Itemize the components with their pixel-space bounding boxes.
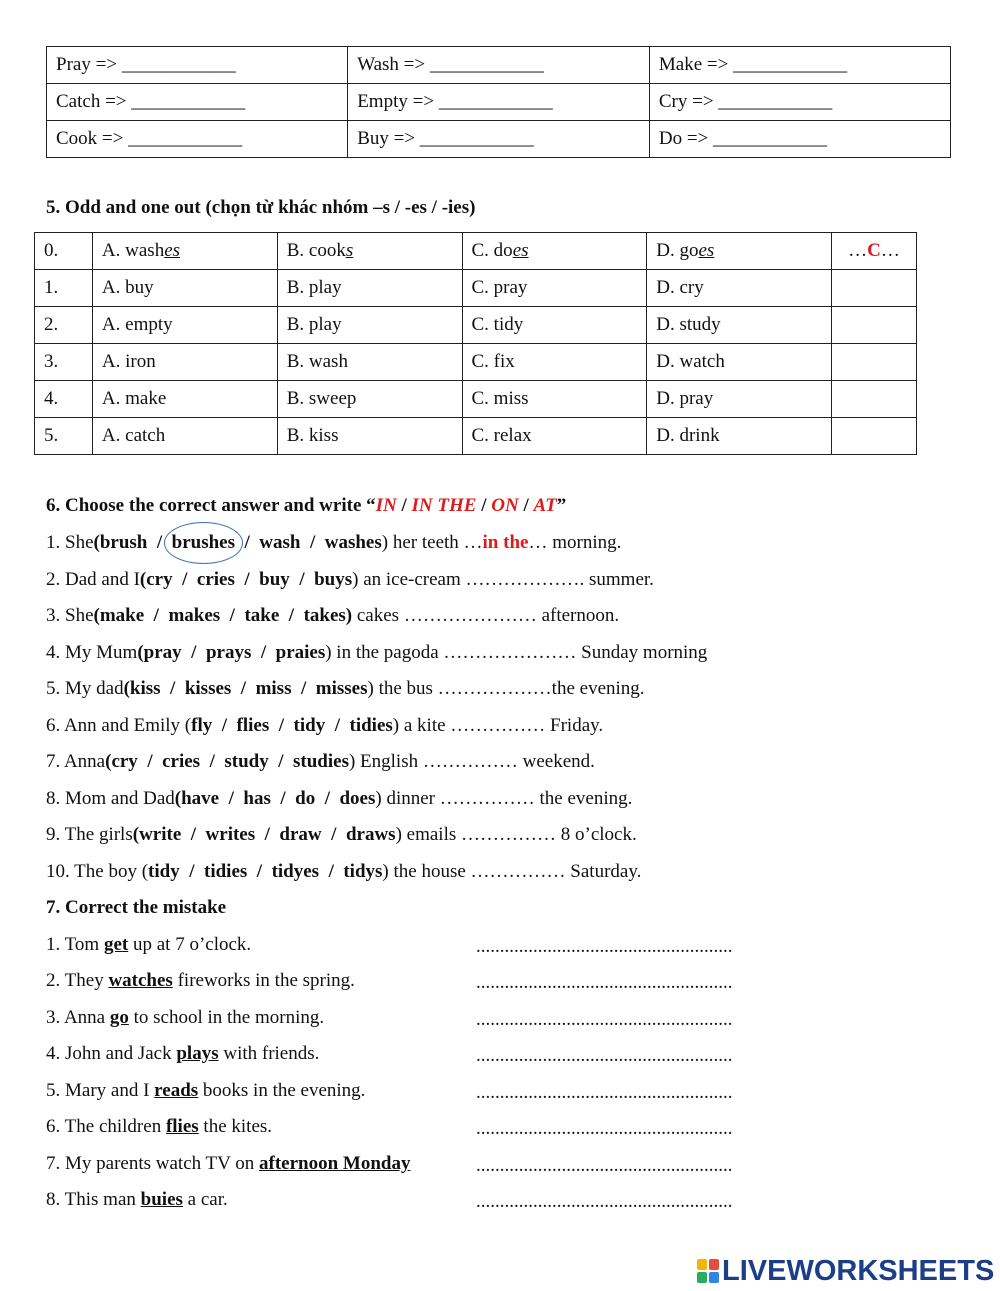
choice: cry (111, 751, 138, 772)
option-a: A. empty (92, 307, 277, 344)
choice-open-paren: ( (93, 605, 100, 626)
option-c: C. relax (462, 418, 647, 455)
sentence-start: 1. Tom (46, 934, 104, 955)
exercise-line (46, 820, 637, 850)
sentence-end: fireworks in the spring. (172, 970, 355, 991)
choice: tidyes (271, 861, 320, 882)
sentence-start: 4. John and Jack (46, 1043, 177, 1064)
row-number: 2. (35, 307, 93, 344)
verb-cell: Do => ____________ (649, 121, 950, 158)
choice-separator: / (147, 532, 172, 553)
choice-separator: / (144, 605, 169, 626)
subject: 8. Mom and Dad (46, 788, 175, 809)
mistake-word: go (109, 1007, 129, 1028)
choice: draws (345, 824, 396, 845)
choice: tidies (349, 715, 393, 736)
odd-one-out-example-row (35, 233, 917, 270)
option-b: B. play (277, 307, 462, 344)
verb-cell: Empty => ____________ (348, 84, 650, 121)
odd-one-out-row (35, 418, 917, 455)
mistake-word: get (103, 934, 129, 955)
answer-cell (832, 344, 917, 381)
option-b: B. wash (277, 344, 462, 381)
mistake-word: watches (108, 970, 173, 991)
choice-separator: / (255, 824, 280, 845)
choice: brush (99, 532, 148, 553)
sentence-end: a car. (182, 1189, 228, 1210)
mistake-line (46, 1185, 228, 1215)
logo-mark-icon (697, 1259, 719, 1283)
choice-separator: / (270, 788, 296, 809)
circled-choice: brushes (172, 528, 235, 558)
subject: 3. She (46, 605, 94, 626)
sentence-end: … morning. (528, 532, 622, 553)
sentence-rest: ) the bus ………………the evening. (367, 678, 645, 699)
choice-group (140, 569, 352, 590)
exercise-line (46, 638, 707, 668)
choice-separator: / (325, 715, 350, 736)
verb-cell: Buy => ____________ (348, 121, 650, 158)
choice: draw (279, 824, 322, 845)
answer-cell (832, 418, 917, 455)
choice: buy (259, 569, 290, 590)
sentence-rest: ) the house …………… Saturday. (382, 861, 642, 882)
row-number: 3. (35, 344, 93, 381)
subject: 10. The boy ( (46, 861, 149, 882)
logo-square (697, 1259, 707, 1270)
exercise-line (46, 711, 603, 741)
choice: tidy (293, 715, 326, 736)
answer-cell: …C… (832, 233, 917, 270)
sentence-rest: cakes ………………… afternoon. (352, 605, 620, 626)
option-c: C. tidy (462, 307, 647, 344)
sentence-start: 6. The children (46, 1116, 166, 1137)
choice-group (148, 861, 382, 882)
choice-group (124, 678, 368, 699)
choice-separator: / (181, 642, 206, 663)
choice: writes (205, 824, 256, 845)
verb-conversion-table (46, 46, 951, 158)
choice: fly (191, 715, 213, 736)
choice: has (243, 788, 271, 809)
subject: 9. The girls (46, 824, 133, 845)
logo-square (709, 1272, 719, 1283)
row-number: 0. (35, 233, 93, 270)
row-number: 5. (35, 418, 93, 455)
choice: makes (168, 605, 221, 626)
mistake-line (46, 930, 251, 960)
choice-separator: / (247, 861, 272, 882)
choice: tidies (204, 861, 248, 882)
choice-separator: / (212, 715, 237, 736)
sentence-rest: ) English …………… weekend. (348, 751, 595, 772)
odd-one-out-row (35, 344, 917, 381)
sentence-start: 5. Mary and I (46, 1080, 155, 1101)
verb-cell: Pray => ____________ (47, 47, 348, 84)
exercise-line (46, 565, 654, 595)
choice-open-paren: ( (139, 569, 147, 590)
choice: tidys (343, 861, 383, 882)
answer-line: ...................................................... (476, 972, 733, 993)
exercise-line (46, 747, 595, 777)
choice: kisses (184, 678, 232, 699)
choice-separator: / (291, 678, 316, 699)
mistake-line (46, 1149, 411, 1179)
subject: 7. Anna (46, 751, 106, 772)
choice-open-paren: ( (93, 532, 100, 553)
answer-cell (832, 381, 917, 418)
choice-open-paren: ( (137, 642, 144, 663)
option-c: C. does (462, 233, 647, 270)
sentence-rest: ) in the pagoda ………………… Sunday morning (325, 642, 708, 663)
choice-separator: / (220, 605, 245, 626)
answer-line: ...................................................... (476, 936, 733, 957)
option-a: A. iron (92, 344, 277, 381)
exercise-line (46, 528, 621, 558)
choice: cries (196, 569, 235, 590)
sentence-end: the kites. (198, 1116, 273, 1137)
subject: 1. She (46, 532, 94, 553)
choice: take (244, 605, 280, 626)
choice: tidy (148, 861, 180, 882)
verb-cell: Make => ____________ (649, 47, 950, 84)
sentence-rest: ) emails …………… 8 o’clock. (395, 824, 637, 845)
choice-separator: / (319, 861, 344, 882)
option-d: D. watch (647, 344, 832, 381)
option-c: C. miss (462, 381, 647, 418)
choice-separator: / (289, 569, 315, 590)
option-b: B. sweep (277, 381, 462, 418)
choice-separator: / (179, 861, 204, 882)
choice-separator: / (251, 642, 276, 663)
odd-one-out-row (35, 381, 917, 418)
choice-open-paren: ( (132, 824, 140, 845)
choice-group (175, 788, 376, 809)
choice-separator: / (137, 751, 163, 772)
choice: misses (315, 678, 368, 699)
sentence-end: with friends. (218, 1043, 320, 1064)
mistake-line (46, 1039, 319, 1069)
choice-separator: / (231, 678, 256, 699)
mistake-word: reads (154, 1080, 199, 1101)
choice: miss (255, 678, 292, 699)
sentence-rest: ) a kite …………… Friday. (392, 715, 604, 736)
option-b: B. play (277, 270, 462, 307)
exercise-line (46, 601, 619, 631)
choice: takes) (303, 605, 353, 626)
option-a: A. buy (92, 270, 277, 307)
choice: cry (146, 569, 173, 590)
choice-separator: / (234, 569, 260, 590)
option-c: C. pray (462, 270, 647, 307)
answer-line: ...................................................... (476, 1045, 733, 1066)
mistake-word: afternoon Monday (259, 1153, 411, 1174)
verb-cell: Cook => ____________ (47, 121, 348, 158)
row-number: 1. (35, 270, 93, 307)
choice-separator: / (321, 824, 346, 845)
choice: kiss (129, 678, 161, 699)
answer-line: ...................................................... (476, 1155, 733, 1176)
choice-separator: / (235, 532, 260, 553)
choice: washes (324, 532, 382, 553)
choice-separator: / (268, 751, 293, 772)
sentence-start: 2. They (46, 970, 109, 991)
odd-one-out-table (34, 232, 917, 455)
odd-one-out-row (35, 270, 917, 307)
liveworksheets-logo (697, 1254, 994, 1288)
choice: buys (314, 569, 353, 590)
sentence-start: 7. My parents watch TV on (46, 1153, 260, 1174)
choice-group (137, 642, 325, 663)
section5-title: 5. Odd and one out (chọn từ khác nhóm –s / -es / -ies) (46, 197, 476, 218)
choice-open-paren: ( (174, 788, 182, 809)
subject: 4. My Mum (46, 642, 138, 663)
mistake-line (46, 1003, 324, 1033)
choice: study (224, 751, 269, 772)
choice-separator: / (315, 788, 340, 809)
section7-title: 7. Correct the mistake (46, 897, 227, 918)
choice-open-paren: ( (123, 678, 130, 699)
odd-one-out-row (35, 307, 917, 344)
row-number: 4. (35, 381, 93, 418)
option-b: B. kiss (277, 418, 462, 455)
sentence-end: books in the evening. (198, 1080, 366, 1101)
exercise-line (46, 857, 641, 887)
choice: prays (205, 642, 252, 663)
choice: do (295, 788, 316, 809)
answer-line: ...................................................... (476, 1191, 733, 1212)
choice: have (181, 788, 220, 809)
subject: 6. Ann and Emily ( (46, 715, 192, 736)
subject: 5. My dad (46, 678, 124, 699)
choice-group (133, 824, 396, 845)
subject: 2. Dad and I (46, 569, 140, 590)
choice-group (191, 715, 393, 736)
option-d: D. goes (647, 233, 832, 270)
choice-separator: / (172, 569, 197, 590)
mistake-line (46, 966, 355, 996)
choice: flies (236, 715, 270, 736)
option-b: B. cooks (277, 233, 462, 270)
table-row (47, 47, 951, 84)
sentence-start: 3. Anna (46, 1007, 110, 1028)
choice-separator: / (219, 788, 244, 809)
filled-answer: in the (482, 532, 529, 553)
option-a: A. washes (92, 233, 277, 270)
choice: make (99, 605, 145, 626)
choice-group (105, 751, 349, 772)
option-a: A. make (92, 381, 277, 418)
option-d: D. cry (647, 270, 832, 307)
mistake-line (46, 1112, 272, 1142)
option-c: C. fix (462, 344, 647, 381)
choice-separator: / (181, 824, 206, 845)
choice: praies (275, 642, 326, 663)
answer-cell (832, 307, 917, 344)
choice-group (94, 605, 353, 626)
mistake-line (46, 1076, 365, 1106)
table-row (47, 121, 951, 158)
option-a: A. catch (92, 418, 277, 455)
option-d: D. study (647, 307, 832, 344)
choice: cries (162, 751, 201, 772)
choice-separator: / (269, 715, 294, 736)
choice: write (139, 824, 182, 845)
sentence-rest: ) dinner …………… the evening. (375, 788, 633, 809)
choice-separator: / (200, 751, 225, 772)
choice-separator: / (300, 532, 325, 553)
option-d: D. drink (647, 418, 832, 455)
mistake-word: flies (165, 1116, 199, 1137)
answer-line: ...................................................... (476, 1009, 733, 1030)
choice-separator: / (160, 678, 185, 699)
choice-separator: / (279, 605, 304, 626)
exercise-line (46, 784, 632, 814)
sentence-start: 8. This man (46, 1189, 141, 1210)
answer-line: ...................................................... (476, 1082, 733, 1103)
choice-group (94, 532, 382, 553)
choice: wash (259, 532, 301, 553)
choice: studies (293, 751, 349, 772)
exercise-line (46, 674, 645, 704)
option-d: D. pray (647, 381, 832, 418)
mistake-word: buies (140, 1189, 183, 1210)
logo-square (697, 1272, 707, 1283)
table-row (47, 84, 951, 121)
sentence-rest: ) an ice-cream ………………. summer. (352, 569, 654, 590)
verb-cell: Cry => ____________ (649, 84, 950, 121)
section6-title: 6. Choose the correct answer and write “IN / IN THE / ON / AT” (46, 495, 567, 516)
sentence-end: to school in the morning. (128, 1007, 325, 1028)
choice: pray (143, 642, 182, 663)
answer-line: ...................................................... (476, 1118, 733, 1139)
verb-cell: Wash => ____________ (348, 47, 650, 84)
verb-cell: Catch => ____________ (47, 84, 348, 121)
mistake-word: plays (176, 1043, 219, 1064)
sentence-rest: ) her teeth … (381, 532, 483, 553)
sentence-end: up at 7 o’clock. (128, 934, 252, 955)
answer-cell (832, 270, 917, 307)
choice-open-paren: ( (105, 751, 112, 772)
choice: does (339, 788, 376, 809)
logo-text: LIVEWORKSHEETS (722, 1254, 995, 1287)
logo-square (709, 1259, 719, 1270)
